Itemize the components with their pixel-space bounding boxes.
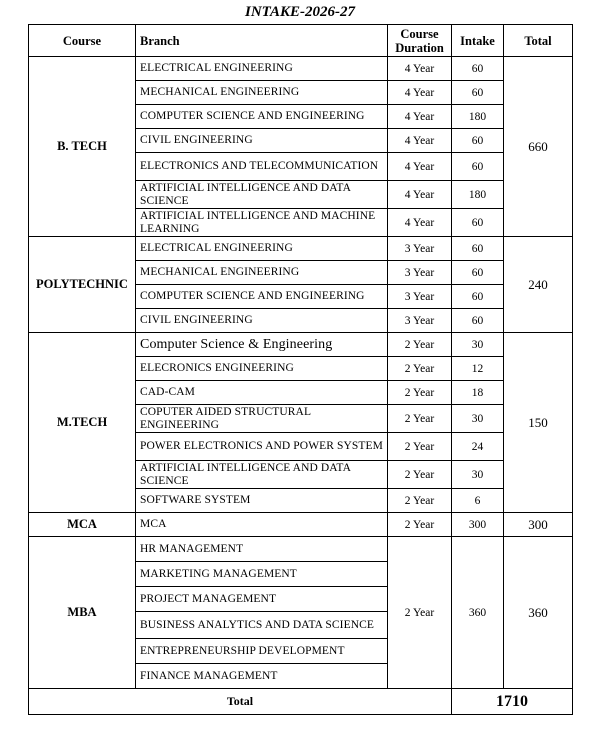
header-total: Total <box>504 25 573 57</box>
table-row <box>29 537 573 562</box>
duration-cell: 4 Year <box>388 81 452 105</box>
total-cell-mba: 360 <box>504 537 573 689</box>
intake-cell: 60 <box>452 285 504 309</box>
intake-cell: 180 <box>452 181 504 209</box>
total-cell-polytechnic: 240 <box>504 237 573 333</box>
branch-cell: ARTIFICIAL INTELLIGENCE AND DATA SCIENCE <box>136 461 388 489</box>
intake-cell: 6 <box>452 489 504 513</box>
duration-cell: 4 Year <box>388 181 452 209</box>
branch-cell: CIVIL ENGINEERING <box>136 129 388 153</box>
branch-cell: COMPUTER SCIENCE AND ENGINEERING <box>136 105 388 129</box>
intake-cell: 300 <box>452 513 504 537</box>
total-cell-mtech: 150 <box>504 333 573 513</box>
branch-cell: PROJECT MANAGEMENT <box>136 587 388 612</box>
duration-cell: 2 Year <box>388 357 452 381</box>
header-row <box>29 25 573 57</box>
duration-cell: 2 Year <box>388 489 452 513</box>
duration-cell: 3 Year <box>388 261 452 285</box>
duration-cell: 3 Year <box>388 309 452 333</box>
duration-cell: 4 Year <box>388 129 452 153</box>
intake-cell: 12 <box>452 357 504 381</box>
course-cell-mba: MBA <box>29 537 136 689</box>
duration-cell: 4 Year <box>388 105 452 129</box>
course-cell-btech: B. TECH <box>29 57 136 237</box>
duration-cell: 2 Year <box>388 461 452 489</box>
branch-cell: ELECTRICAL ENGINEERING <box>136 237 388 261</box>
course-cell-polytechnic: POLYTECHNIC <box>29 237 136 333</box>
branch-cell: HR MANAGEMENT <box>136 537 388 562</box>
intake-cell: 30 <box>452 333 504 357</box>
table-row <box>29 57 573 81</box>
grand-total-row <box>29 689 573 715</box>
intake-cell: 60 <box>452 209 504 237</box>
branch-cell: MARKETING MANAGEMENT <box>136 562 388 587</box>
duration-cell: 4 Year <box>388 57 452 81</box>
duration-cell-mba: 2 Year <box>388 537 452 689</box>
branch-cell: COPUTER AIDED STRUCTURAL ENGINEERING <box>136 405 388 433</box>
duration-cell: 4 Year <box>388 209 452 237</box>
table-row <box>29 513 573 537</box>
intake-cell: 18 <box>452 381 504 405</box>
intake-cell: 60 <box>452 57 504 81</box>
branch-cell: MCA <box>136 513 388 537</box>
header-branch: Branch <box>136 25 388 57</box>
grand-total-label: Total <box>29 689 452 715</box>
branch-cell: MECHANICAL ENGINEERING <box>136 261 388 285</box>
branch-cell: ELECTRICAL ENGINEERING <box>136 57 388 81</box>
duration-cell: 4 Year <box>388 153 452 181</box>
intake-cell: 30 <box>452 461 504 489</box>
intake-cell: 180 <box>452 105 504 129</box>
total-cell-mca: 300 <box>504 513 573 537</box>
branch-cell: ENTREPRENEURSHIP DEVELOPMENT <box>136 639 388 664</box>
intake-cell: 60 <box>452 261 504 285</box>
branch-cell: Computer Science & Engineering <box>136 333 388 357</box>
branch-cell: ARTIFICIAL INTELLIGENCE AND DATA SCIENCE <box>136 181 388 209</box>
table-row <box>29 333 573 357</box>
intake-cell: 60 <box>452 309 504 333</box>
branch-cell: POWER ELECTRONICS AND POWER SYSTEM <box>136 433 388 461</box>
intake-cell: 24 <box>452 433 504 461</box>
intake-cell: 60 <box>452 153 504 181</box>
header-duration: Course Duration <box>388 25 452 57</box>
duration-cell: 2 Year <box>388 333 452 357</box>
intake-cell: 60 <box>452 129 504 153</box>
intake-cell: 60 <box>452 81 504 105</box>
branch-cell: CAD-CAM <box>136 381 388 405</box>
branch-cell: COMPUTER SCIENCE AND ENGINEERING <box>136 285 388 309</box>
table-row <box>29 237 573 261</box>
branch-cell: FINANCE MANAGEMENT <box>136 664 388 689</box>
branch-cell: ELECRONICS ENGINEERING <box>136 357 388 381</box>
branch-cell: BUSINESS ANALYTICS AND DATA SCIENCE <box>136 612 388 639</box>
duration-cell: 2 Year <box>388 381 452 405</box>
course-cell-mca: MCA <box>29 513 136 537</box>
duration-cell: 2 Year <box>388 405 452 433</box>
intake-cell-mba: 360 <box>452 537 504 689</box>
branch-cell: SOFTWARE SYSTEM <box>136 489 388 513</box>
grand-total-value: 1710 <box>452 689 573 715</box>
course-cell-mtech: M.TECH <box>29 333 136 513</box>
branch-cell: CIVIL ENGINEERING <box>136 309 388 333</box>
header-course: Course <box>29 25 136 57</box>
total-cell-btech: 660 <box>504 57 573 237</box>
branch-cell: ELECTRONICS AND TELECOMMUNICATION <box>136 153 388 181</box>
intake-cell: 30 <box>452 405 504 433</box>
branch-cell: ARTIFICIAL INTELLIGENCE AND MACHINE LEARNING <box>136 209 388 237</box>
branch-cell: MECHANICAL ENGINEERING <box>136 81 388 105</box>
header-intake: Intake <box>452 25 504 57</box>
duration-cell: 3 Year <box>388 285 452 309</box>
duration-cell: 2 Year <box>388 433 452 461</box>
duration-cell: 3 Year <box>388 237 452 261</box>
intake-table <box>28 24 573 715</box>
page-title: INTAKE-2026-27 <box>244 4 355 20</box>
duration-cell: 2 Year <box>388 513 452 537</box>
intake-cell: 60 <box>452 237 504 261</box>
